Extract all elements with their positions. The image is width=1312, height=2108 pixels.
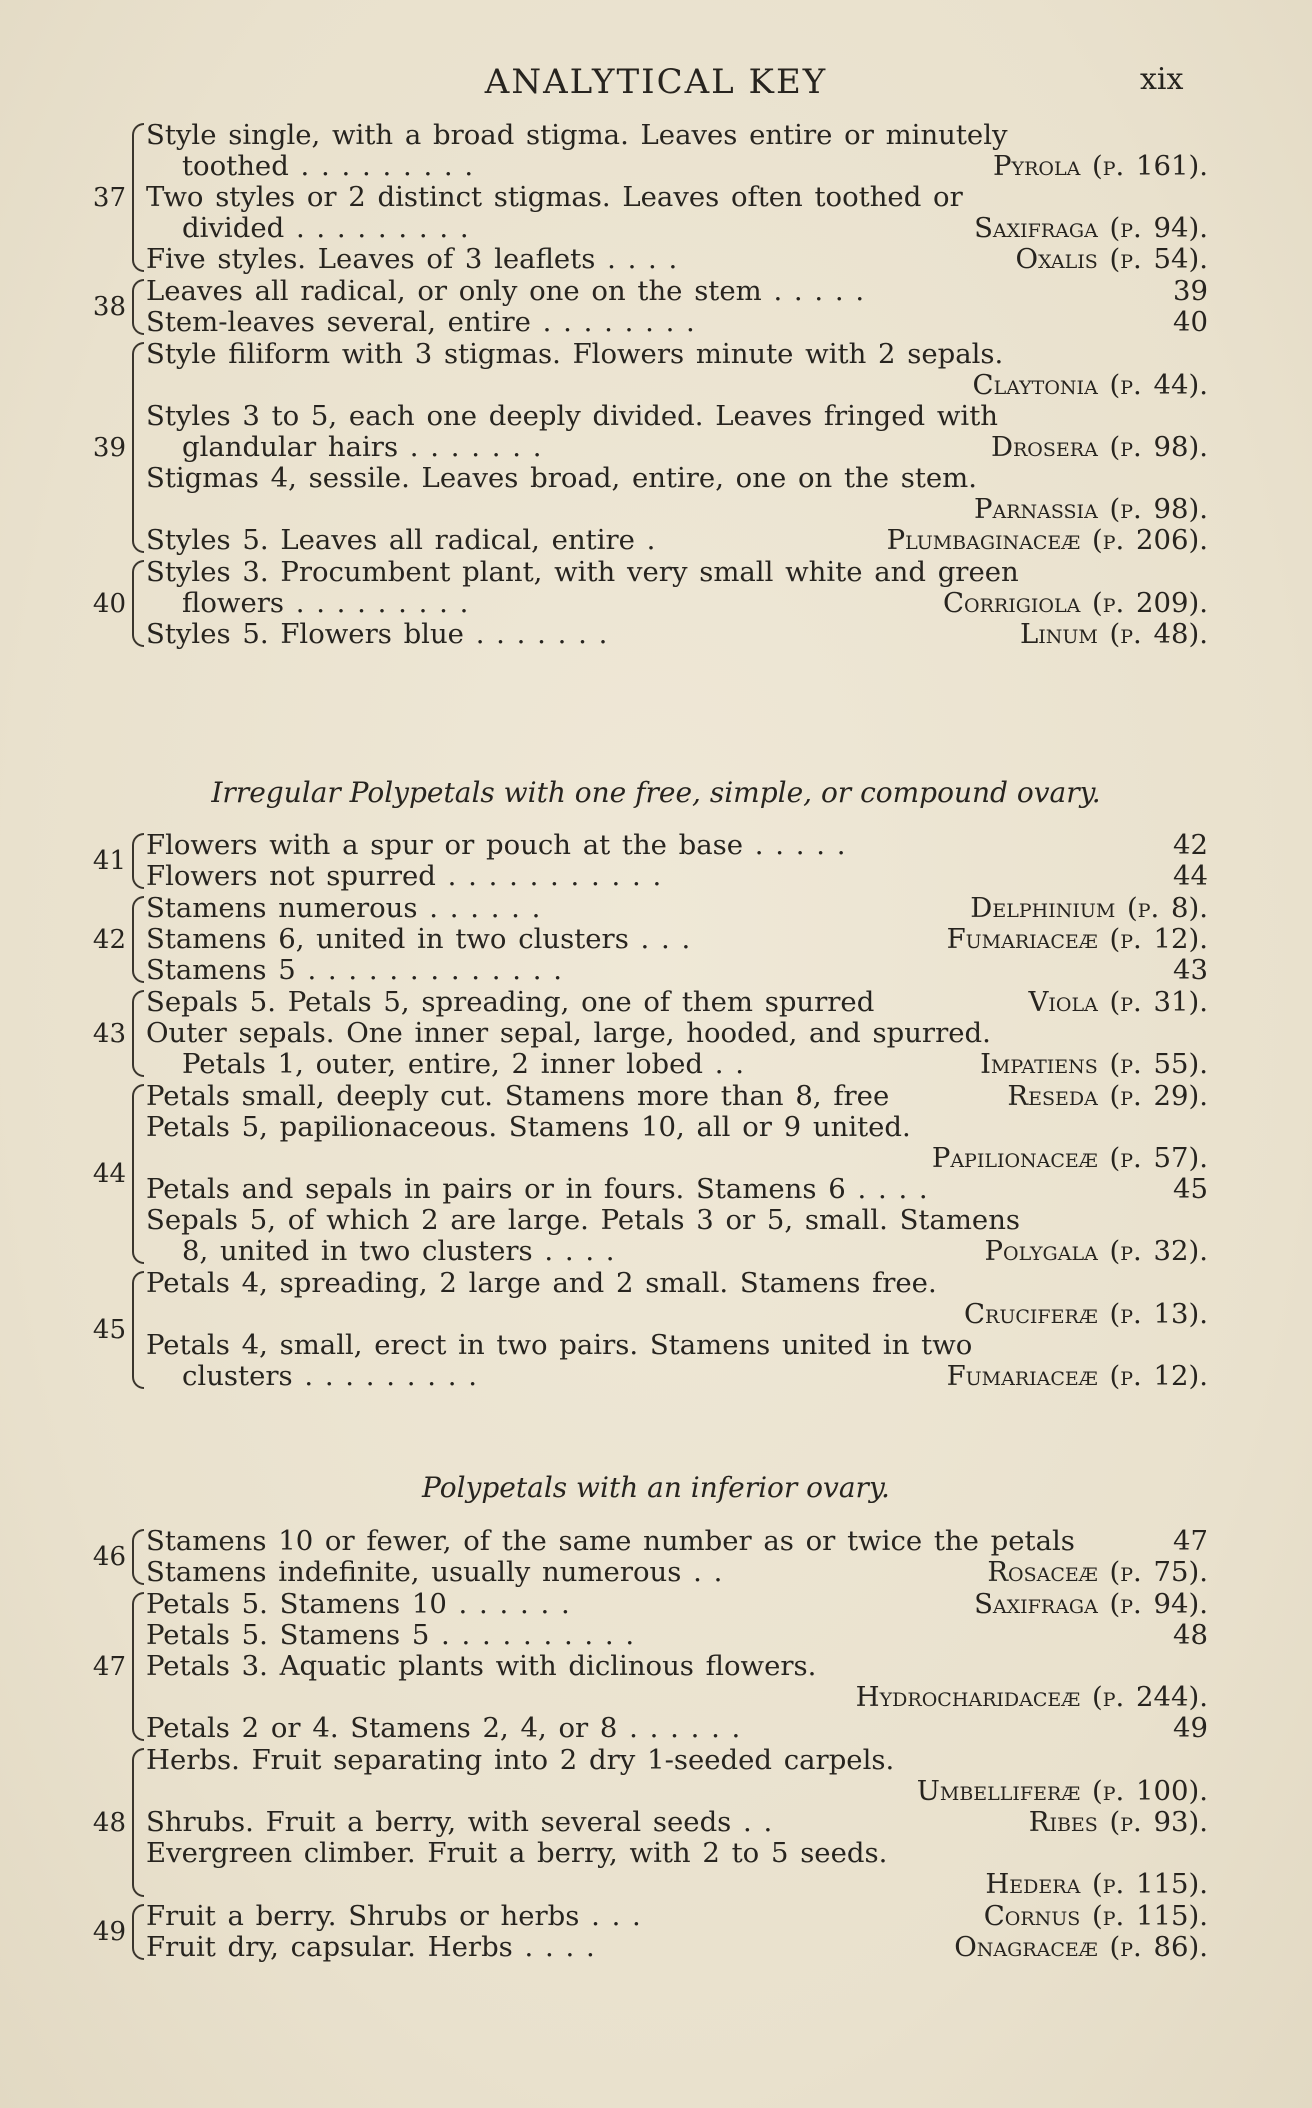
key-entries <box>146 120 1208 275</box>
key-group-48 <box>78 1745 1208 1900</box>
key-group-37 <box>78 120 1208 275</box>
genus-reference: Cruciferæ (p. 13). <box>964 1298 1208 1330</box>
genus-reference: Onagraceæ (p. 86). <box>954 1931 1208 1963</box>
key-line <box>146 1651 1208 1682</box>
section-heading-irregular-polypetals: Irregular Polypetals with one free, simple, or compound ovary. <box>211 776 1101 809</box>
key-line-text: Shrubs. Fruit a berry, with several seeds . . <box>146 1806 773 1838</box>
key-group-45 <box>78 1268 1208 1392</box>
key-group-44 <box>78 1081 1208 1267</box>
key-entries <box>146 893 1208 986</box>
brace-bracket <box>132 560 144 647</box>
brace-bracket <box>132 1592 144 1741</box>
genus-reference: Rosaceæ (p. 75). <box>987 1556 1208 1588</box>
genus-reference: Drosera (p. 98). <box>990 431 1208 463</box>
key-number: 43 <box>92 1018 126 1049</box>
genus-reference: Impatiens (p. 55). <box>980 1048 1208 1080</box>
key-line-text: 8, united in two clusters . . . . <box>182 1235 615 1267</box>
brace-bracket <box>132 990 144 1077</box>
brace-bracket <box>132 833 144 889</box>
genus-reference: Cornus (p. 115). <box>983 1900 1208 1932</box>
key-line <box>146 557 1208 588</box>
key-number: 40 <box>92 588 126 619</box>
key-line <box>146 370 1208 401</box>
key-line-text: Herbs. Fruit separating into 2 dry 1-seeded carpels. <box>146 1744 895 1776</box>
key-line-text: divided . . . . . . . . . <box>182 212 469 244</box>
lead-number: 45 <box>1173 1173 1208 1205</box>
genus-reference: Claytonia (p. 44). <box>972 369 1208 401</box>
key-line <box>146 861 1208 892</box>
key-line <box>146 893 1208 924</box>
key-line <box>146 1268 1208 1299</box>
key-entries <box>146 987 1208 1080</box>
key-line-text: Stamens 6, united in two clusters . . . <box>146 923 691 955</box>
key-line <box>146 1807 1208 1838</box>
key-line <box>146 830 1208 861</box>
brace-bracket <box>132 123 144 272</box>
key-line <box>146 619 1208 650</box>
brace-bracket <box>132 1529 144 1585</box>
key-entries <box>146 1268 1208 1392</box>
key-line <box>146 307 1208 338</box>
key-line-text: Leaves all radical, or only one on the stem . . . . . <box>146 275 865 307</box>
key-line <box>146 1081 1208 1112</box>
key-line <box>146 1776 1208 1807</box>
key-line-text: Sepals 5. Petals 5, spreading, one of them spurred <box>146 986 875 1018</box>
genus-reference: Hydrocharidaceæ (p. 244). <box>855 1681 1208 1713</box>
key-line <box>146 1682 1208 1713</box>
key-line <box>146 1869 1208 1900</box>
brace-bracket <box>132 279 144 335</box>
key-line <box>146 244 1208 275</box>
key-line-text: Styles 3. Procumbent plant, with very small white and green <box>146 556 1019 588</box>
key-line <box>146 1557 1208 1588</box>
key-line-text: Stigmas 4, sessile. Leaves broad, entire, one on the stem. <box>146 462 977 494</box>
key-line <box>146 432 1208 463</box>
key-group-42 <box>78 893 1208 986</box>
key-number: 42 <box>92 924 126 955</box>
key-line <box>146 1838 1208 1869</box>
key-line-text: clusters . . . . . . . . . <box>182 1360 477 1392</box>
genus-reference: Plumbaginaceæ (p. 206). <box>886 524 1208 556</box>
lead-number: 47 <box>1173 1525 1208 1557</box>
key-group-47 <box>78 1589 1208 1744</box>
genus-reference: Umbelliferæ (p. 100). <box>916 1775 1208 1807</box>
key-line <box>146 120 1208 151</box>
genus-reference: Pyrola (p. 161). <box>993 150 1208 182</box>
key-line <box>146 494 1208 525</box>
key-line <box>146 1932 1208 1963</box>
key-line-text: Petals small, deeply cut. Stamens more than 8, free <box>146 1080 890 1112</box>
key-line <box>146 588 1208 619</box>
key-line <box>146 151 1208 182</box>
brace-bracket <box>132 1271 144 1389</box>
key-line-text: Petals 5. Stamens 10 . . . . . . <box>146 1588 570 1620</box>
key-line <box>146 339 1208 370</box>
key-number: 48 <box>92 1807 126 1838</box>
key-entries <box>146 830 1208 892</box>
lead-number: 48 <box>1173 1619 1208 1651</box>
key-line-text: Petals 2 or 4. Stamens 2, 4, or 8 . . . . . . <box>146 1712 741 1744</box>
key-line <box>146 1713 1208 1744</box>
key-line-text: Sepals 5, of which 2 are large. Petals 3 or 5, small. Stamens <box>146 1204 1021 1236</box>
key-line <box>146 1901 1208 1932</box>
key-line-text: toothed . . . . . . . . . <box>182 150 474 182</box>
key-line-text: Styles 5. Leaves all radical, entire . <box>146 524 656 556</box>
key-line-text: Petals 4, spreading, 2 large and 2 small. Stamens free. <box>146 1267 937 1299</box>
key-line-text: Five styles. Leaves of 3 leaflets . . . . <box>146 243 678 275</box>
key-number: 47 <box>92 1651 126 1682</box>
key-group-43 <box>78 987 1208 1080</box>
key-line-text: flowers . . . . . . . . . <box>182 587 469 619</box>
genus-reference: Delphinium (p. 8). <box>970 892 1208 924</box>
key-line-text: Style single, with a broad stigma. Leaves entire or minutely <box>146 119 1008 151</box>
key-line <box>146 1205 1208 1236</box>
genus-reference: Fumariaceæ (p. 12). <box>946 1360 1208 1392</box>
genus-reference: Hedera (p. 115). <box>985 1868 1208 1900</box>
key-number: 45 <box>92 1315 126 1345</box>
key-line <box>146 1049 1208 1080</box>
key-entries <box>146 1081 1208 1267</box>
key-entries <box>146 339 1208 556</box>
key-line <box>146 1174 1208 1205</box>
key-line-text: Petals 5, papilionaceous. Stamens 10, all or 9 united. <box>146 1111 911 1143</box>
key-entries <box>146 276 1208 338</box>
key-line <box>146 1526 1208 1557</box>
key-line-text: Flowers not spurred . . . . . . . . . . . <box>146 860 662 892</box>
key-line <box>146 1018 1208 1049</box>
key-entries <box>146 1901 1208 1963</box>
key-line-text: Stamens indefinite, usually numerous . . <box>146 1556 723 1588</box>
lead-number: 39 <box>1173 275 1208 307</box>
key-line <box>146 276 1208 307</box>
lead-number: 42 <box>1173 829 1208 861</box>
key-group-46 <box>78 1526 1208 1588</box>
genus-reference: Polygala (p. 32). <box>984 1235 1208 1267</box>
key-line-text: Petals 1, outer, entire, 2 inner lobed . . <box>182 1048 744 1080</box>
key-line <box>146 525 1208 556</box>
genus-reference: Saxifraga (p. 94). <box>974 1588 1208 1620</box>
key-number: 37 <box>92 182 126 213</box>
genus-reference: Viola (p. 31). <box>1028 986 1208 1018</box>
key-line <box>146 1143 1208 1174</box>
genus-reference: Papilionaceæ (p. 57). <box>931 1142 1208 1174</box>
key-number: 39 <box>92 432 126 463</box>
key-line <box>146 1745 1208 1776</box>
key-number: 41 <box>92 846 126 876</box>
genus-reference: Ribes (p. 93). <box>1028 1806 1208 1838</box>
brace-bracket <box>132 896 144 983</box>
key-number: 44 <box>92 1159 126 1189</box>
key-line-text: Petals 3. Aquatic plants with diclinous flowers. <box>146 1650 817 1682</box>
key-line <box>146 182 1208 213</box>
key-line <box>146 1361 1208 1392</box>
key-line <box>146 401 1208 432</box>
key-line <box>146 1330 1208 1361</box>
key-group-38 <box>78 276 1208 338</box>
genus-reference: Reseda (p. 29). <box>1007 1080 1208 1112</box>
key-line-text: Stamens 10 or fewer, of the same number as or twice the petals <box>146 1525 1075 1557</box>
key-line-text: Evergreen climber. Fruit a berry, with 2 to 5 seeds. <box>146 1837 888 1869</box>
key-line-text: Outer sepals. One inner sepal, large, hooded, and spurred. <box>146 1017 991 1049</box>
key-group-40 <box>78 557 1208 650</box>
key-line-text: Flowers with a spur or pouch at the base . . . . . <box>146 829 846 861</box>
brace-bracket <box>132 1084 144 1264</box>
key-line-text: Two styles or 2 distinct stigmas. Leaves often toothed or <box>146 181 963 213</box>
running-head: ANALYTICAL KEY <box>484 62 828 102</box>
key-line <box>146 1299 1208 1330</box>
key-line <box>146 1620 1208 1651</box>
key-line-text: glandular hairs . . . . . . . <box>182 431 542 463</box>
genus-reference: Fumariaceæ (p. 12). <box>946 923 1208 955</box>
key-line-text: Stamens 5 . . . . . . . . . . . . . <box>146 954 562 986</box>
section-heading-inferior-ovary: Polypetals with an inferior ovary. <box>422 1471 890 1504</box>
brace-bracket <box>132 342 144 553</box>
key-line-text: Styles 3 to 5, each one deeply divided. Leaves fringed with <box>146 400 998 432</box>
genus-reference: Saxifraga (p. 94). <box>974 212 1208 244</box>
key-number: 49 <box>92 1917 126 1947</box>
key-line-text: Style filiform with 3 stigmas. Flowers minute with 2 sepals. <box>146 338 1004 370</box>
key-line-text: Fruit dry, capsular. Herbs . . . . <box>146 1931 595 1963</box>
lead-number: 49 <box>1173 1712 1208 1744</box>
lead-number: 43 <box>1173 954 1208 986</box>
key-line <box>146 213 1208 244</box>
key-group-49 <box>78 1901 1208 1963</box>
key-group-39 <box>78 339 1208 556</box>
key-line <box>146 1589 1208 1620</box>
page-number: xix <box>1140 62 1184 97</box>
key-entries <box>146 1526 1208 1588</box>
key-line <box>146 987 1208 1018</box>
key-line <box>146 955 1208 986</box>
brace-bracket <box>132 1748 144 1897</box>
lead-number: 40 <box>1173 306 1208 338</box>
genus-reference: Oxalis (p. 54). <box>1015 243 1208 275</box>
genus-reference: Linum (p. 48). <box>1019 618 1208 650</box>
key-entries <box>146 1589 1208 1744</box>
key-line-text: Petals 4, small, erect in two pairs. Stamens united in two <box>146 1329 973 1361</box>
key-line-text: Styles 5. Flowers blue . . . . . . . <box>146 618 608 650</box>
key-number: 46 <box>92 1542 126 1572</box>
key-line <box>146 1112 1208 1143</box>
key-entries <box>146 1745 1208 1900</box>
genus-reference: Parnassia (p. 98). <box>973 493 1208 525</box>
key-line-text: Stamens numerous . . . . . . <box>146 892 541 924</box>
brace-bracket <box>132 1904 144 1960</box>
key-line-text: Fruit a berry. Shrubs or herbs . . . <box>146 1900 641 1932</box>
key-line <box>146 1236 1208 1267</box>
key-number: 38 <box>92 292 126 322</box>
genus-reference: Corrigiola (p. 209). <box>942 587 1208 619</box>
lead-number: 44 <box>1173 860 1208 892</box>
key-line-text: Petals 5. Stamens 5 . . . . . . . . . . <box>146 1619 635 1651</box>
key-line <box>146 463 1208 494</box>
key-line <box>146 924 1208 955</box>
key-line-text: Petals and sepals in pairs or in fours. Stamens 6 . . . . <box>146 1173 928 1205</box>
key-line-text: Stem-leaves several, entire . . . . . . . . <box>146 306 695 338</box>
key-entries <box>146 557 1208 650</box>
key-group-41 <box>78 830 1208 892</box>
